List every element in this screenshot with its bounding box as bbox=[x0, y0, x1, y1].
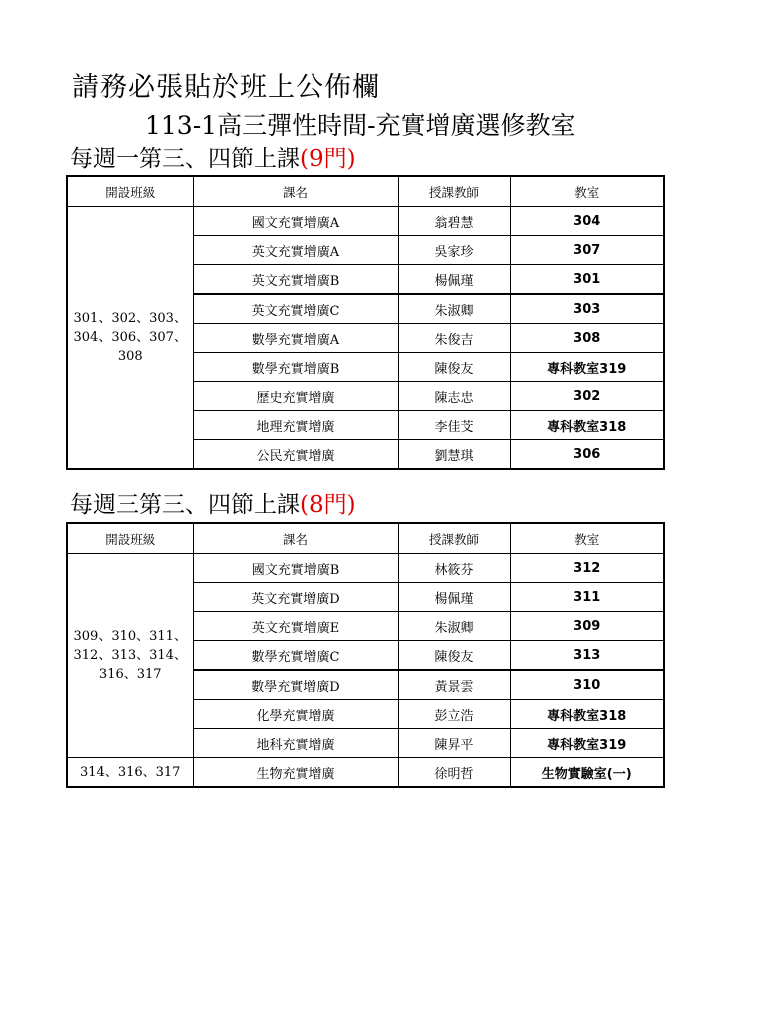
teacher-cell: 黃景雲 bbox=[398, 670, 510, 700]
header-room: 教室 bbox=[510, 523, 664, 554]
room-cell: 306 bbox=[510, 440, 664, 470]
header-class: 開設班級 bbox=[67, 176, 193, 207]
header-teacher: 授課教師 bbox=[398, 523, 510, 554]
course-cell: 國文充實增廣B bbox=[193, 554, 398, 583]
room-cell: 309 bbox=[510, 612, 664, 641]
section1-table bbox=[66, 175, 665, 470]
section2-title-text: 每週三第三、四節上課 bbox=[70, 492, 300, 518]
table-row bbox=[67, 207, 664, 236]
room-cell: 生物實驗室(一) bbox=[510, 758, 664, 788]
table-header-row bbox=[67, 523, 664, 554]
course-cell: 數學充實增廣A bbox=[193, 324, 398, 353]
teacher-cell: 朱淑卿 bbox=[398, 612, 510, 641]
class-list: 309、310、311、312、313、314、316、317 bbox=[73, 629, 187, 682]
room-cell: 313 bbox=[510, 641, 664, 671]
room-cell: 308 bbox=[510, 324, 664, 353]
course-cell: 數學充實增廣D bbox=[193, 670, 398, 700]
class-list-cell bbox=[67, 554, 193, 758]
room-cell: 專科教室318 bbox=[510, 700, 664, 729]
section2-table bbox=[66, 522, 665, 788]
room-cell: 310 bbox=[510, 670, 664, 700]
teacher-cell: 林筱芬 bbox=[398, 554, 510, 583]
table-row bbox=[67, 554, 664, 583]
class-list-cell: 314、316、317 bbox=[67, 758, 193, 788]
course-cell: 地理充實增廣 bbox=[193, 411, 398, 440]
teacher-cell: 陳志忠 bbox=[398, 382, 510, 411]
room-cell: 312 bbox=[510, 554, 664, 583]
teacher-cell: 陳俊友 bbox=[398, 641, 510, 671]
table-header-row bbox=[67, 176, 664, 207]
course-cell: 生物充實增廣 bbox=[193, 758, 398, 788]
room-cell: 307 bbox=[510, 236, 664, 265]
course-cell: 數學充實增廣C bbox=[193, 641, 398, 671]
class-list: 301、302、303、304、306、307、308 bbox=[73, 311, 187, 364]
teacher-cell: 楊佩瑾 bbox=[398, 583, 510, 612]
teacher-cell: 翁碧慧 bbox=[398, 207, 510, 236]
course-cell: 地科充實增廣 bbox=[193, 729, 398, 758]
class-list-cell bbox=[67, 207, 193, 470]
table-row bbox=[67, 758, 664, 788]
course-cell: 英文充實增廣B bbox=[193, 265, 398, 295]
section2-course-count: (8門) bbox=[300, 492, 356, 518]
teacher-cell: 朱俊吉 bbox=[398, 324, 510, 353]
course-cell: 國文充實增廣A bbox=[193, 207, 398, 236]
room-cell: 專科教室319 bbox=[510, 353, 664, 382]
section1-course-count: (9門) bbox=[300, 146, 356, 172]
header-class: 開設班級 bbox=[67, 523, 193, 554]
course-cell: 化學充實增廣 bbox=[193, 700, 398, 729]
header-course: 課名 bbox=[193, 523, 398, 554]
section2-title bbox=[70, 491, 356, 519]
course-cell: 數學充實增廣B bbox=[193, 353, 398, 382]
teacher-cell: 徐明哲 bbox=[398, 758, 510, 788]
course-cell: 英文充實增廣D bbox=[193, 583, 398, 612]
header-room: 教室 bbox=[510, 176, 664, 207]
room-cell: 301 bbox=[510, 265, 664, 295]
document-subtitle: 113-1高三彈性時間-充實增廣選修教室 bbox=[145, 111, 576, 140]
teacher-cell: 楊佩瑾 bbox=[398, 265, 510, 295]
room-cell: 專科教室318 bbox=[510, 411, 664, 440]
room-cell: 304 bbox=[510, 207, 664, 236]
notice-heading: 請務必張貼於班上公佈欄 bbox=[72, 72, 380, 103]
section1-title bbox=[70, 145, 356, 173]
header-teacher: 授課教師 bbox=[398, 176, 510, 207]
course-cell: 英文充實增廣C bbox=[193, 294, 398, 324]
teacher-cell: 吳家珍 bbox=[398, 236, 510, 265]
section1-title-text: 每週一第三、四節上課 bbox=[70, 146, 300, 172]
course-cell: 英文充實增廣A bbox=[193, 236, 398, 265]
course-cell: 公民充實增廣 bbox=[193, 440, 398, 470]
room-cell: 302 bbox=[510, 382, 664, 411]
teacher-cell: 陳俊友 bbox=[398, 353, 510, 382]
room-cell: 303 bbox=[510, 294, 664, 324]
room-cell: 311 bbox=[510, 583, 664, 612]
course-cell: 歷史充實增廣 bbox=[193, 382, 398, 411]
header-course: 課名 bbox=[193, 176, 398, 207]
teacher-cell: 彭立浩 bbox=[398, 700, 510, 729]
course-cell: 英文充實增廣E bbox=[193, 612, 398, 641]
teacher-cell: 劉慧琪 bbox=[398, 440, 510, 470]
teacher-cell: 李佳芠 bbox=[398, 411, 510, 440]
teacher-cell: 朱淑卿 bbox=[398, 294, 510, 324]
teacher-cell: 陳昇平 bbox=[398, 729, 510, 758]
room-cell: 專科教室319 bbox=[510, 729, 664, 758]
